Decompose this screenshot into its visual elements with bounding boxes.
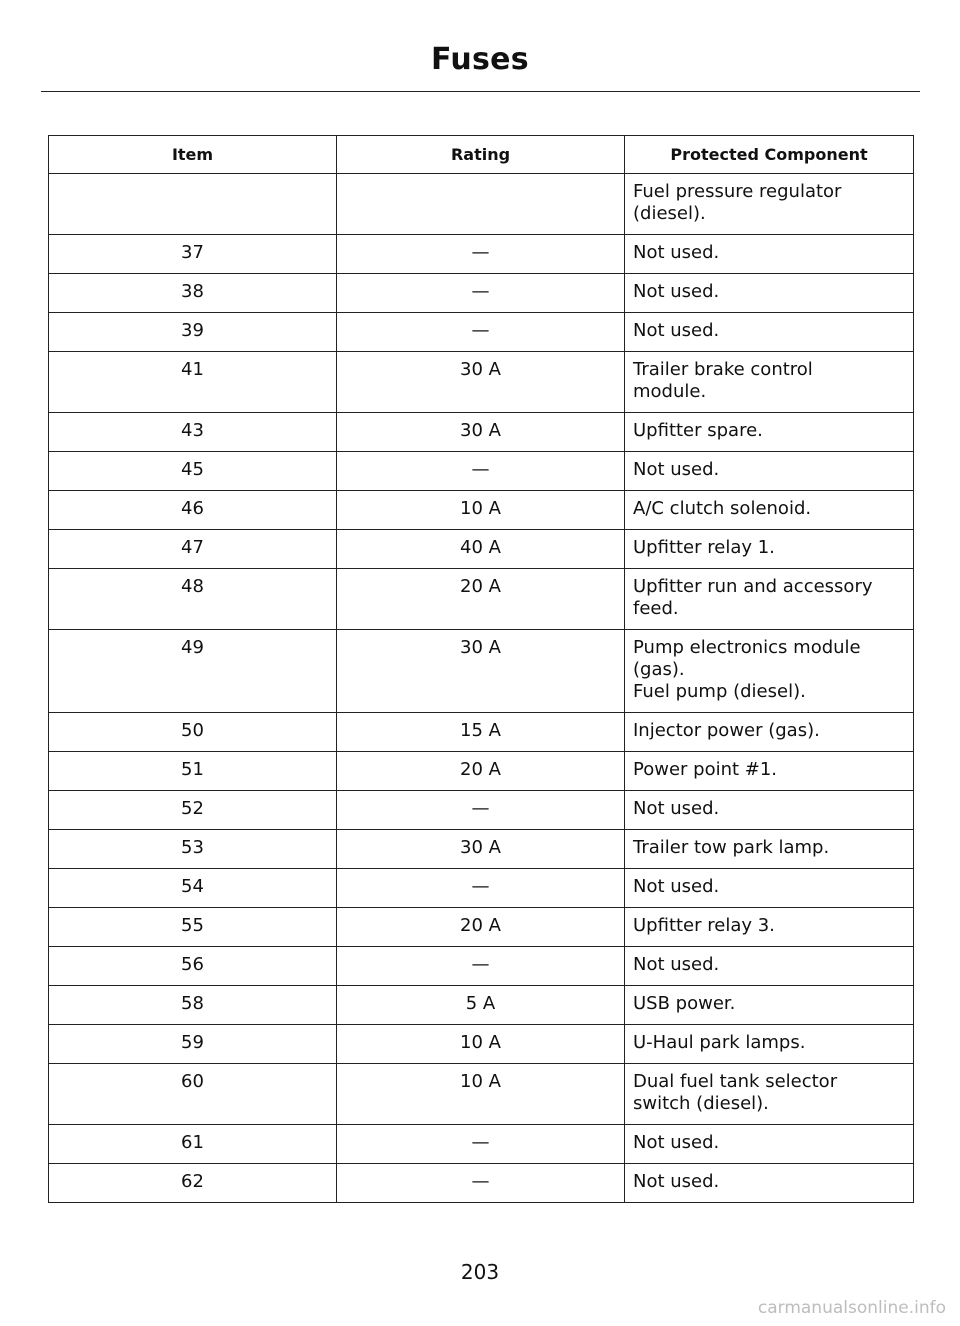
cell-protected-component bbox=[625, 986, 914, 1025]
cell-protected-component bbox=[625, 452, 914, 491]
component-text-line: Upfitter run and accessory bbox=[633, 576, 873, 597]
cell-item: 56 bbox=[49, 947, 337, 986]
watermark: carmanualsonline.info bbox=[757, 1298, 946, 1318]
cell-rating: — bbox=[337, 313, 625, 352]
cell-item: 38 bbox=[49, 274, 337, 313]
component-text-line: feed. bbox=[633, 598, 679, 619]
cell-item: 54 bbox=[49, 869, 337, 908]
component-text-line: Not used. bbox=[633, 242, 720, 263]
cell-item: 53 bbox=[49, 830, 337, 869]
cell-rating: 30 A bbox=[337, 352, 625, 413]
cell-rating: — bbox=[337, 791, 625, 830]
cell-item: 41 bbox=[49, 352, 337, 413]
component-text-line: Trailer brake control bbox=[633, 359, 813, 380]
page-title: Fuses bbox=[431, 42, 529, 77]
cell-protected-component bbox=[625, 630, 914, 713]
cell-item: 59 bbox=[49, 1025, 337, 1064]
cell-protected-component bbox=[625, 1025, 914, 1064]
component-text-line: Injector power (gas). bbox=[633, 720, 820, 741]
cell-protected-component bbox=[625, 830, 914, 869]
component-text-line: Trailer tow park lamp. bbox=[633, 837, 830, 858]
table-row bbox=[49, 569, 914, 630]
table-row bbox=[49, 413, 914, 452]
component-text-line: Fuel pressure regulator bbox=[633, 181, 842, 202]
table-row bbox=[49, 452, 914, 491]
cell-item: 48 bbox=[49, 569, 337, 630]
cell-rating: 20 A bbox=[337, 908, 625, 947]
table-header-row bbox=[49, 136, 914, 174]
table-row bbox=[49, 908, 914, 947]
cell-rating: 15 A bbox=[337, 713, 625, 752]
component-text-line: A/C clutch solenoid. bbox=[633, 498, 812, 519]
title-divider bbox=[41, 91, 920, 92]
component-text-line: Fuel pump (diesel). bbox=[633, 681, 806, 702]
page-number: 203 bbox=[460, 1260, 500, 1284]
cell-item: 49 bbox=[49, 630, 337, 713]
component-text-line: Pump electronics module bbox=[633, 637, 861, 658]
cell-protected-component bbox=[625, 752, 914, 791]
cell-protected-component bbox=[625, 791, 914, 830]
component-text-line: Not used. bbox=[633, 1132, 720, 1153]
table-row bbox=[49, 1125, 914, 1164]
cell-protected-component bbox=[625, 947, 914, 986]
cell-item: 55 bbox=[49, 908, 337, 947]
table-row bbox=[49, 352, 914, 413]
cell-item: 60 bbox=[49, 1064, 337, 1125]
cell-rating: — bbox=[337, 869, 625, 908]
cell-rating: — bbox=[337, 452, 625, 491]
cell-rating: 40 A bbox=[337, 530, 625, 569]
cell-rating: — bbox=[337, 947, 625, 986]
cell-protected-component bbox=[625, 413, 914, 452]
cell-rating bbox=[337, 174, 625, 235]
table-row bbox=[49, 630, 914, 713]
table-row bbox=[49, 986, 914, 1025]
cell-rating: 10 A bbox=[337, 1025, 625, 1064]
cell-protected-component bbox=[625, 569, 914, 630]
cell-rating: 10 A bbox=[337, 491, 625, 530]
cell-rating: — bbox=[337, 1125, 625, 1164]
component-text-line: Not used. bbox=[633, 798, 720, 819]
component-text-line: Upfitter spare. bbox=[633, 420, 763, 441]
cell-item: 52 bbox=[49, 791, 337, 830]
cell-item: 45 bbox=[49, 452, 337, 491]
component-text-line: Not used. bbox=[633, 320, 720, 341]
cell-protected-component bbox=[625, 491, 914, 530]
table-row bbox=[49, 869, 914, 908]
cell-protected-component bbox=[625, 1164, 914, 1203]
cell-rating: 20 A bbox=[337, 569, 625, 630]
component-text-line: Upfitter relay 3. bbox=[633, 915, 775, 936]
component-text-line: Not used. bbox=[633, 281, 720, 302]
cell-protected-component bbox=[625, 174, 914, 235]
cell-protected-component bbox=[625, 313, 914, 352]
column-header-item: Item bbox=[49, 136, 337, 174]
cell-protected-component bbox=[625, 908, 914, 947]
component-text-line: switch (diesel). bbox=[633, 1093, 769, 1114]
cell-item: 43 bbox=[49, 413, 337, 452]
table-row bbox=[49, 947, 914, 986]
cell-item: 47 bbox=[49, 530, 337, 569]
table-row bbox=[49, 235, 914, 274]
component-text-line: Upfitter relay 1. bbox=[633, 537, 775, 558]
cell-rating: — bbox=[337, 235, 625, 274]
cell-item: 51 bbox=[49, 752, 337, 791]
cell-item: 61 bbox=[49, 1125, 337, 1164]
table-row bbox=[49, 491, 914, 530]
cell-rating: 30 A bbox=[337, 830, 625, 869]
table-row bbox=[49, 713, 914, 752]
table-row bbox=[49, 313, 914, 352]
component-text-line: (diesel). bbox=[633, 203, 706, 224]
cell-rating: 20 A bbox=[337, 752, 625, 791]
cell-item: 58 bbox=[49, 986, 337, 1025]
cell-rating: 5 A bbox=[337, 986, 625, 1025]
component-text-line: Not used. bbox=[633, 459, 720, 480]
component-text-line: Power point #1. bbox=[633, 759, 778, 780]
cell-protected-component bbox=[625, 530, 914, 569]
cell-item: 46 bbox=[49, 491, 337, 530]
cell-protected-component bbox=[625, 235, 914, 274]
component-text-line: Dual fuel tank selector bbox=[633, 1071, 838, 1092]
component-text-line: Not used. bbox=[633, 954, 720, 975]
cell-rating: — bbox=[337, 1164, 625, 1203]
cell-rating: 30 A bbox=[337, 413, 625, 452]
table-row bbox=[49, 830, 914, 869]
table-row bbox=[49, 791, 914, 830]
cell-protected-component bbox=[625, 274, 914, 313]
component-text-line: (gas). bbox=[633, 659, 685, 680]
table-row bbox=[49, 1064, 914, 1125]
fuse-table-body bbox=[49, 174, 914, 1203]
cell-protected-component bbox=[625, 869, 914, 908]
cell-rating: — bbox=[337, 274, 625, 313]
cell-protected-component bbox=[625, 1064, 914, 1125]
cell-protected-component bbox=[625, 713, 914, 752]
cell-item: 39 bbox=[49, 313, 337, 352]
fuse-table bbox=[48, 135, 914, 1203]
table-row bbox=[49, 1164, 914, 1203]
column-header-rating: Rating bbox=[337, 136, 625, 174]
cell-protected-component bbox=[625, 1125, 914, 1164]
component-text-line: module. bbox=[633, 381, 707, 402]
component-text-line: U-Haul park lamps. bbox=[633, 1032, 806, 1053]
table-row bbox=[49, 174, 914, 235]
cell-item: 50 bbox=[49, 713, 337, 752]
table-row bbox=[49, 530, 914, 569]
cell-protected-component bbox=[625, 352, 914, 413]
cell-rating: 10 A bbox=[337, 1064, 625, 1125]
cell-item: 37 bbox=[49, 235, 337, 274]
component-text-line: Not used. bbox=[633, 1171, 720, 1192]
table-row bbox=[49, 752, 914, 791]
table-row bbox=[49, 1025, 914, 1064]
cell-item: 62 bbox=[49, 1164, 337, 1203]
cell-item bbox=[49, 174, 337, 235]
component-text-line: Not used. bbox=[633, 876, 720, 897]
cell-rating: 30 A bbox=[337, 630, 625, 713]
table-row bbox=[49, 274, 914, 313]
component-text-line: USB power. bbox=[633, 993, 736, 1014]
column-header-component: Protected Component bbox=[625, 136, 914, 174]
